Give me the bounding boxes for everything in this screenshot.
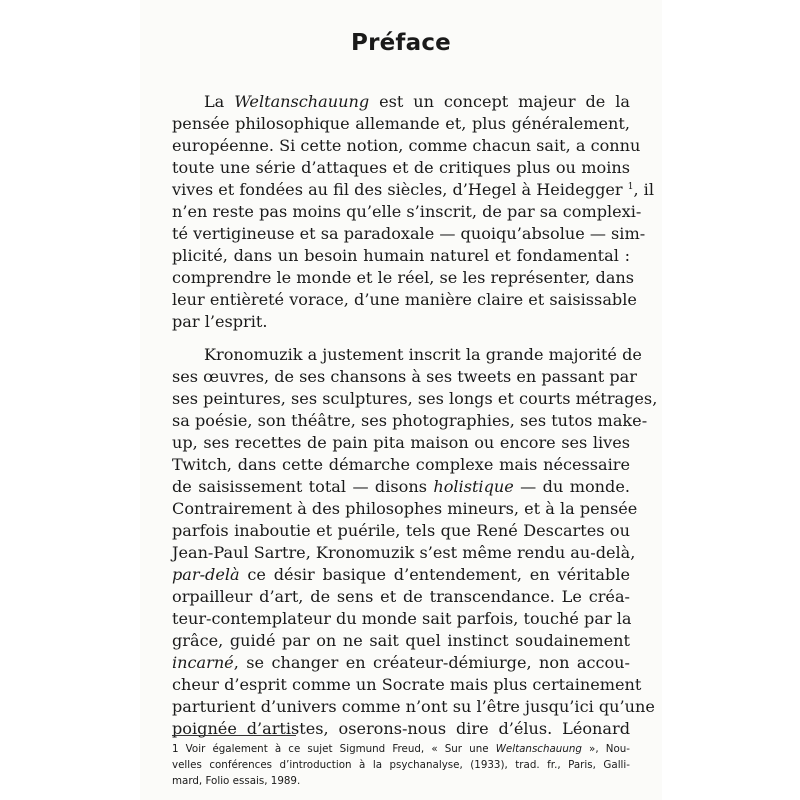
text-line: par-delà ce désir basique d’entendement, en véritable — [172, 565, 630, 584]
text-line: incarné, se changer en créateur-démiurge, non accou- — [172, 653, 630, 672]
text-line: parturient d’univers comme n’ont su l’être jusqu’ici qu’une — [172, 697, 655, 716]
book-page — [140, 0, 662, 800]
footnote-divider — [172, 735, 296, 736]
text-line: Twitch, dans cette démarche complexe mais nécessaire — [172, 455, 630, 474]
text-line: européenne. Si cette notion, comme chacun sait, a connu — [172, 136, 641, 155]
text-line: sa poésie, son théâtre, ses photographies, ses tutos make- — [172, 411, 648, 430]
text-line: grâce, guidé par on ne sait quel instinct soudainement — [172, 631, 630, 650]
text-line: up, ses recettes de pain pita maison ou encore ses lives — [172, 433, 630, 452]
text-line: poignée d’artistes, oserons-nous dire d’élus. Léonard — [172, 719, 630, 738]
text-line: plicité, dans un besoin humain naturel et fondamental : — [172, 246, 630, 265]
text-line: Contrairement à des philosophes mineurs, et à la pensée — [172, 499, 638, 518]
text-line: leur entièreté vorace, d’une manière claire et saisissable — [172, 290, 637, 309]
footnote-line: mard, Folio essais, 1989. — [172, 775, 301, 787]
text-line: de saisissement total — disons holistique — du monde. — [172, 477, 630, 496]
text-line: Jean-Paul Sartre, Kronomuzik s’est même rendu au-delà, — [172, 543, 636, 562]
text-line: ses peintures, ses sculptures, ses longs et courts métrages, — [172, 389, 658, 408]
text-line: par l’esprit. — [172, 312, 268, 331]
text-line: cheur d’esprit comme un Socrate mais plus certainement — [172, 675, 642, 694]
text-line: toute une série d’attaques et de critiques plus ou moins — [172, 158, 630, 177]
text-line: ses œuvres, de ses chansons à ses tweets en passant par — [172, 367, 637, 386]
footnote-line: velles conférences d’introduction à la psychanalyse, (1933), trad. fr., Paris, Galli- — [172, 759, 630, 771]
text-line: comprendre le monde et le réel, se les représenter, dans — [172, 268, 635, 287]
text-line: pensée philosophique allemande et, plus généralement, — [172, 114, 630, 133]
text-line: teur-contemplateur du monde sait parfois, touché par la — [172, 609, 632, 628]
text-line: té vertigineuse et sa paradoxale — quoiqu’absolue — sim- — [172, 224, 646, 243]
text-line: n’en reste pas moins qu’elle s’inscrit, de par sa complexi- — [172, 202, 642, 221]
footnote-line: 1 Voir également à ce sujet Sigmund Freud, « Sur une Weltanschauung », Nou- — [172, 743, 630, 755]
text-line: orpailleur d’art, de sens et de transcendance. Le créa- — [172, 587, 630, 606]
page-title: Préface — [351, 30, 451, 56]
footnote-marker: 1 — [627, 182, 634, 192]
text-line: vives et fondées au fil des siècles, d’Hegel à Heidegger $^1$, il — [172, 180, 654, 199]
text-line: parfois inaboutie et puérile, tels que René Descartes ou — [172, 521, 630, 540]
text-line: La Weltanschauung est un concept majeur de la — [204, 92, 630, 111]
text-line: Kronomuzik a justement inscrit la grande majorité de — [204, 345, 642, 364]
